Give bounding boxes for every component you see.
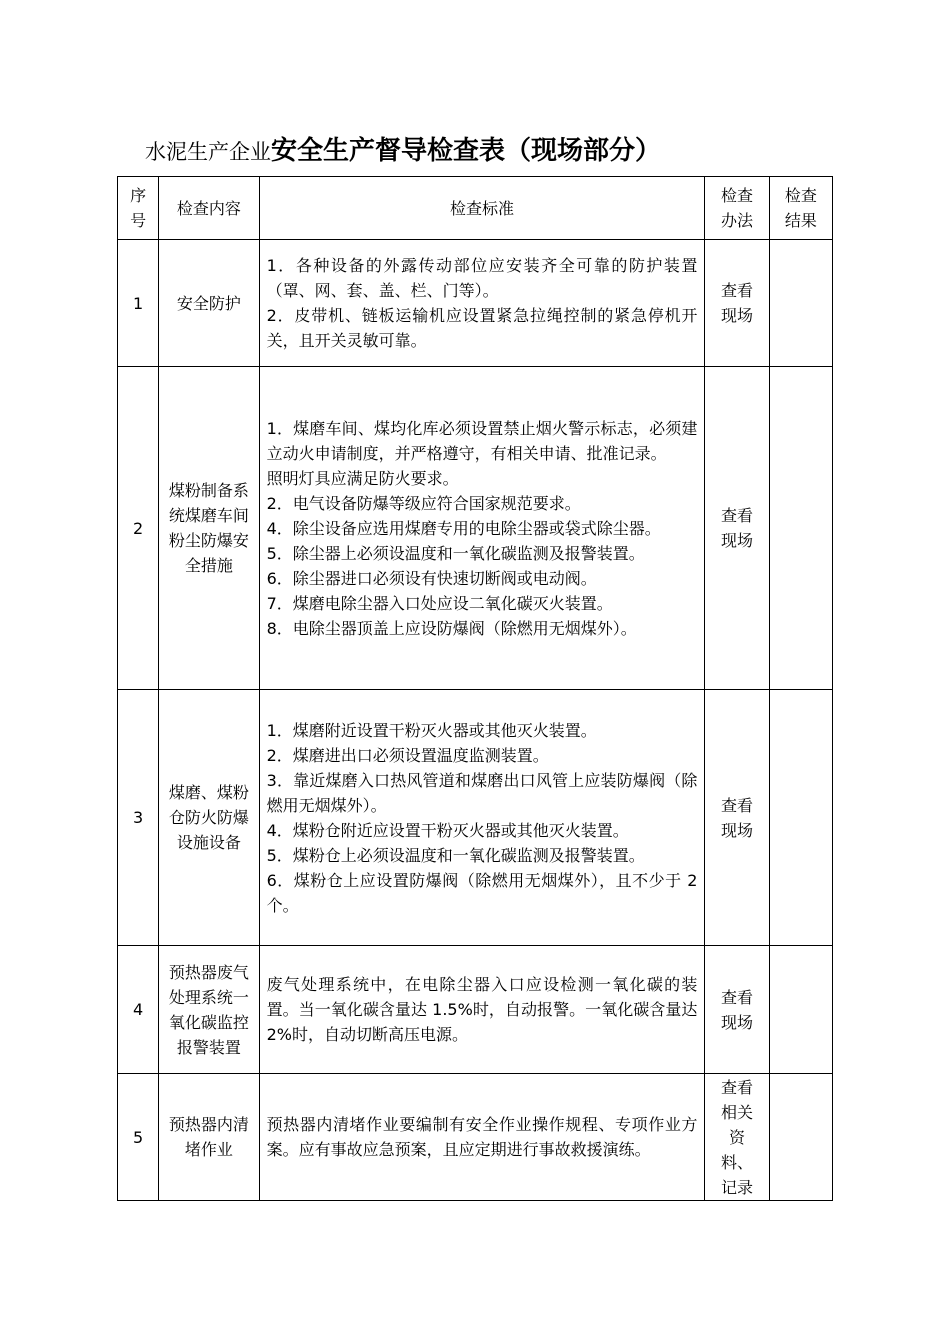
standard-line: 7．煤磨电除尘器入口处应设二氧化碳灭火装置。 (266, 593, 613, 613)
standard-line: 1．各种设备的外露传动部位应安装齐全可靠的防护装置（罩、网、套、盖、栏、门等）。 (266, 256, 698, 300)
inspection-table (117, 176, 833, 1201)
header-standard: 检查标准 (259, 177, 705, 240)
standard-line: 4．除尘设备应选用煤磨专用的电除尘器或袋式除尘器。 (266, 518, 661, 538)
table-header-row (118, 177, 833, 240)
row-no: 4 (118, 946, 159, 1074)
header-method: 检查办法 (705, 177, 769, 240)
row-method: 查看现场 (705, 690, 769, 946)
row-standard (259, 690, 705, 946)
standard-line: 2．皮带机、链板运输机应设置紧急拉绳控制的紧急停机开关，且开关灵敏可靠。 (266, 306, 698, 350)
standard-line: 预热器内清堵作业要编制有安全作业操作规程、专项作业方案。应有事故应急预案，且应定期进行事故救援演练。 (266, 1115, 698, 1159)
row-method: 查看现场 (705, 946, 769, 1074)
row-standard (259, 1074, 705, 1201)
row-method: 查看现场 (705, 367, 769, 690)
standard-line: 1．煤磨附近设置干粉灭火器或其他灭火装置。 (266, 720, 597, 740)
standard-line: 4．煤粉仓附近应设置干粉灭火器或其他灭火装置。 (266, 820, 629, 840)
row-method: 查看现场 (705, 240, 769, 367)
page-title (145, 130, 661, 167)
standard-line: 6．除尘器进口必须设有快速切断阀或电动阀。 (266, 568, 597, 588)
row-item: 煤粉制备系统煤磨车间粉尘防爆安全措施 (159, 367, 259, 690)
row-result[interactable] (769, 367, 832, 690)
standard-line: 6．煤粉仓上应设置防爆阀（除燃用无烟煤外），且不少于 2 个。 (266, 870, 698, 915)
standard-line: 废气处理系统中，在电除尘器入口应设检测一氧化碳的装置。当一氧化碳含量达 1.5%时，自动报警。一氧化碳含量达 2%时，自动切断高压电源。 (266, 975, 698, 1044)
table-row (118, 1074, 833, 1201)
standard-line: 1．煤磨车间、煤均化库必须设置禁止烟火警示标志，必须建立动火申请制度，并严格遵守，有相关申请、批准记录。 (266, 418, 698, 463)
row-result[interactable] (769, 240, 832, 367)
row-result[interactable] (769, 1074, 832, 1201)
row-result[interactable] (769, 946, 832, 1074)
row-item: 预热器废气处理系统一氧化碳监控报警装置 (159, 946, 259, 1074)
standard-line: 2．煤磨进出口必须设置温度监测装置。 (266, 745, 549, 765)
row-result[interactable] (769, 690, 832, 946)
table-row (118, 367, 833, 690)
header-result: 检查结果 (769, 177, 832, 240)
standard-line: 5．煤粉仓上必须设温度和一氧化碳监测及报警装置。 (266, 845, 645, 865)
title-prefix: 水泥生产企业 (145, 140, 271, 164)
row-no: 1 (118, 240, 159, 367)
row-standard (259, 367, 705, 690)
row-no: 2 (118, 367, 159, 690)
standard-line: 8．电除尘器顶盖上应设防爆阀（除燃用无烟煤外）。 (266, 618, 637, 638)
standard-line: 5．除尘器上必须设温度和一氧化碳监测及报警装置。 (266, 543, 645, 563)
row-standard (259, 240, 705, 367)
row-item: 安全防护 (159, 240, 259, 367)
standard-line: 3．靠近煤磨入口热风管道和煤磨出口风管上应装防爆阀（除燃用无烟煤外）。 (266, 770, 698, 815)
header-no: 序号 (118, 177, 159, 240)
row-item: 预热器内清堵作业 (159, 1074, 259, 1201)
title-main: 安全生产督导检查表（现场部分） (271, 136, 662, 166)
standard-line: 照明灯具应满足防火要求。 (266, 468, 459, 488)
table-row (118, 946, 833, 1074)
standard-line: 2．电气设备防爆等级应符合国家规范要求。 (266, 493, 581, 513)
row-standard (259, 946, 705, 1074)
row-no: 3 (118, 690, 159, 946)
header-item: 检查内容 (159, 177, 259, 240)
row-no: 5 (118, 1074, 159, 1201)
table-row (118, 240, 833, 367)
table-row (118, 690, 833, 946)
row-item: 煤磨、煤粉仓防火防爆设施设备 (159, 690, 259, 946)
row-method: 查看相关资料、记录 (705, 1074, 769, 1201)
